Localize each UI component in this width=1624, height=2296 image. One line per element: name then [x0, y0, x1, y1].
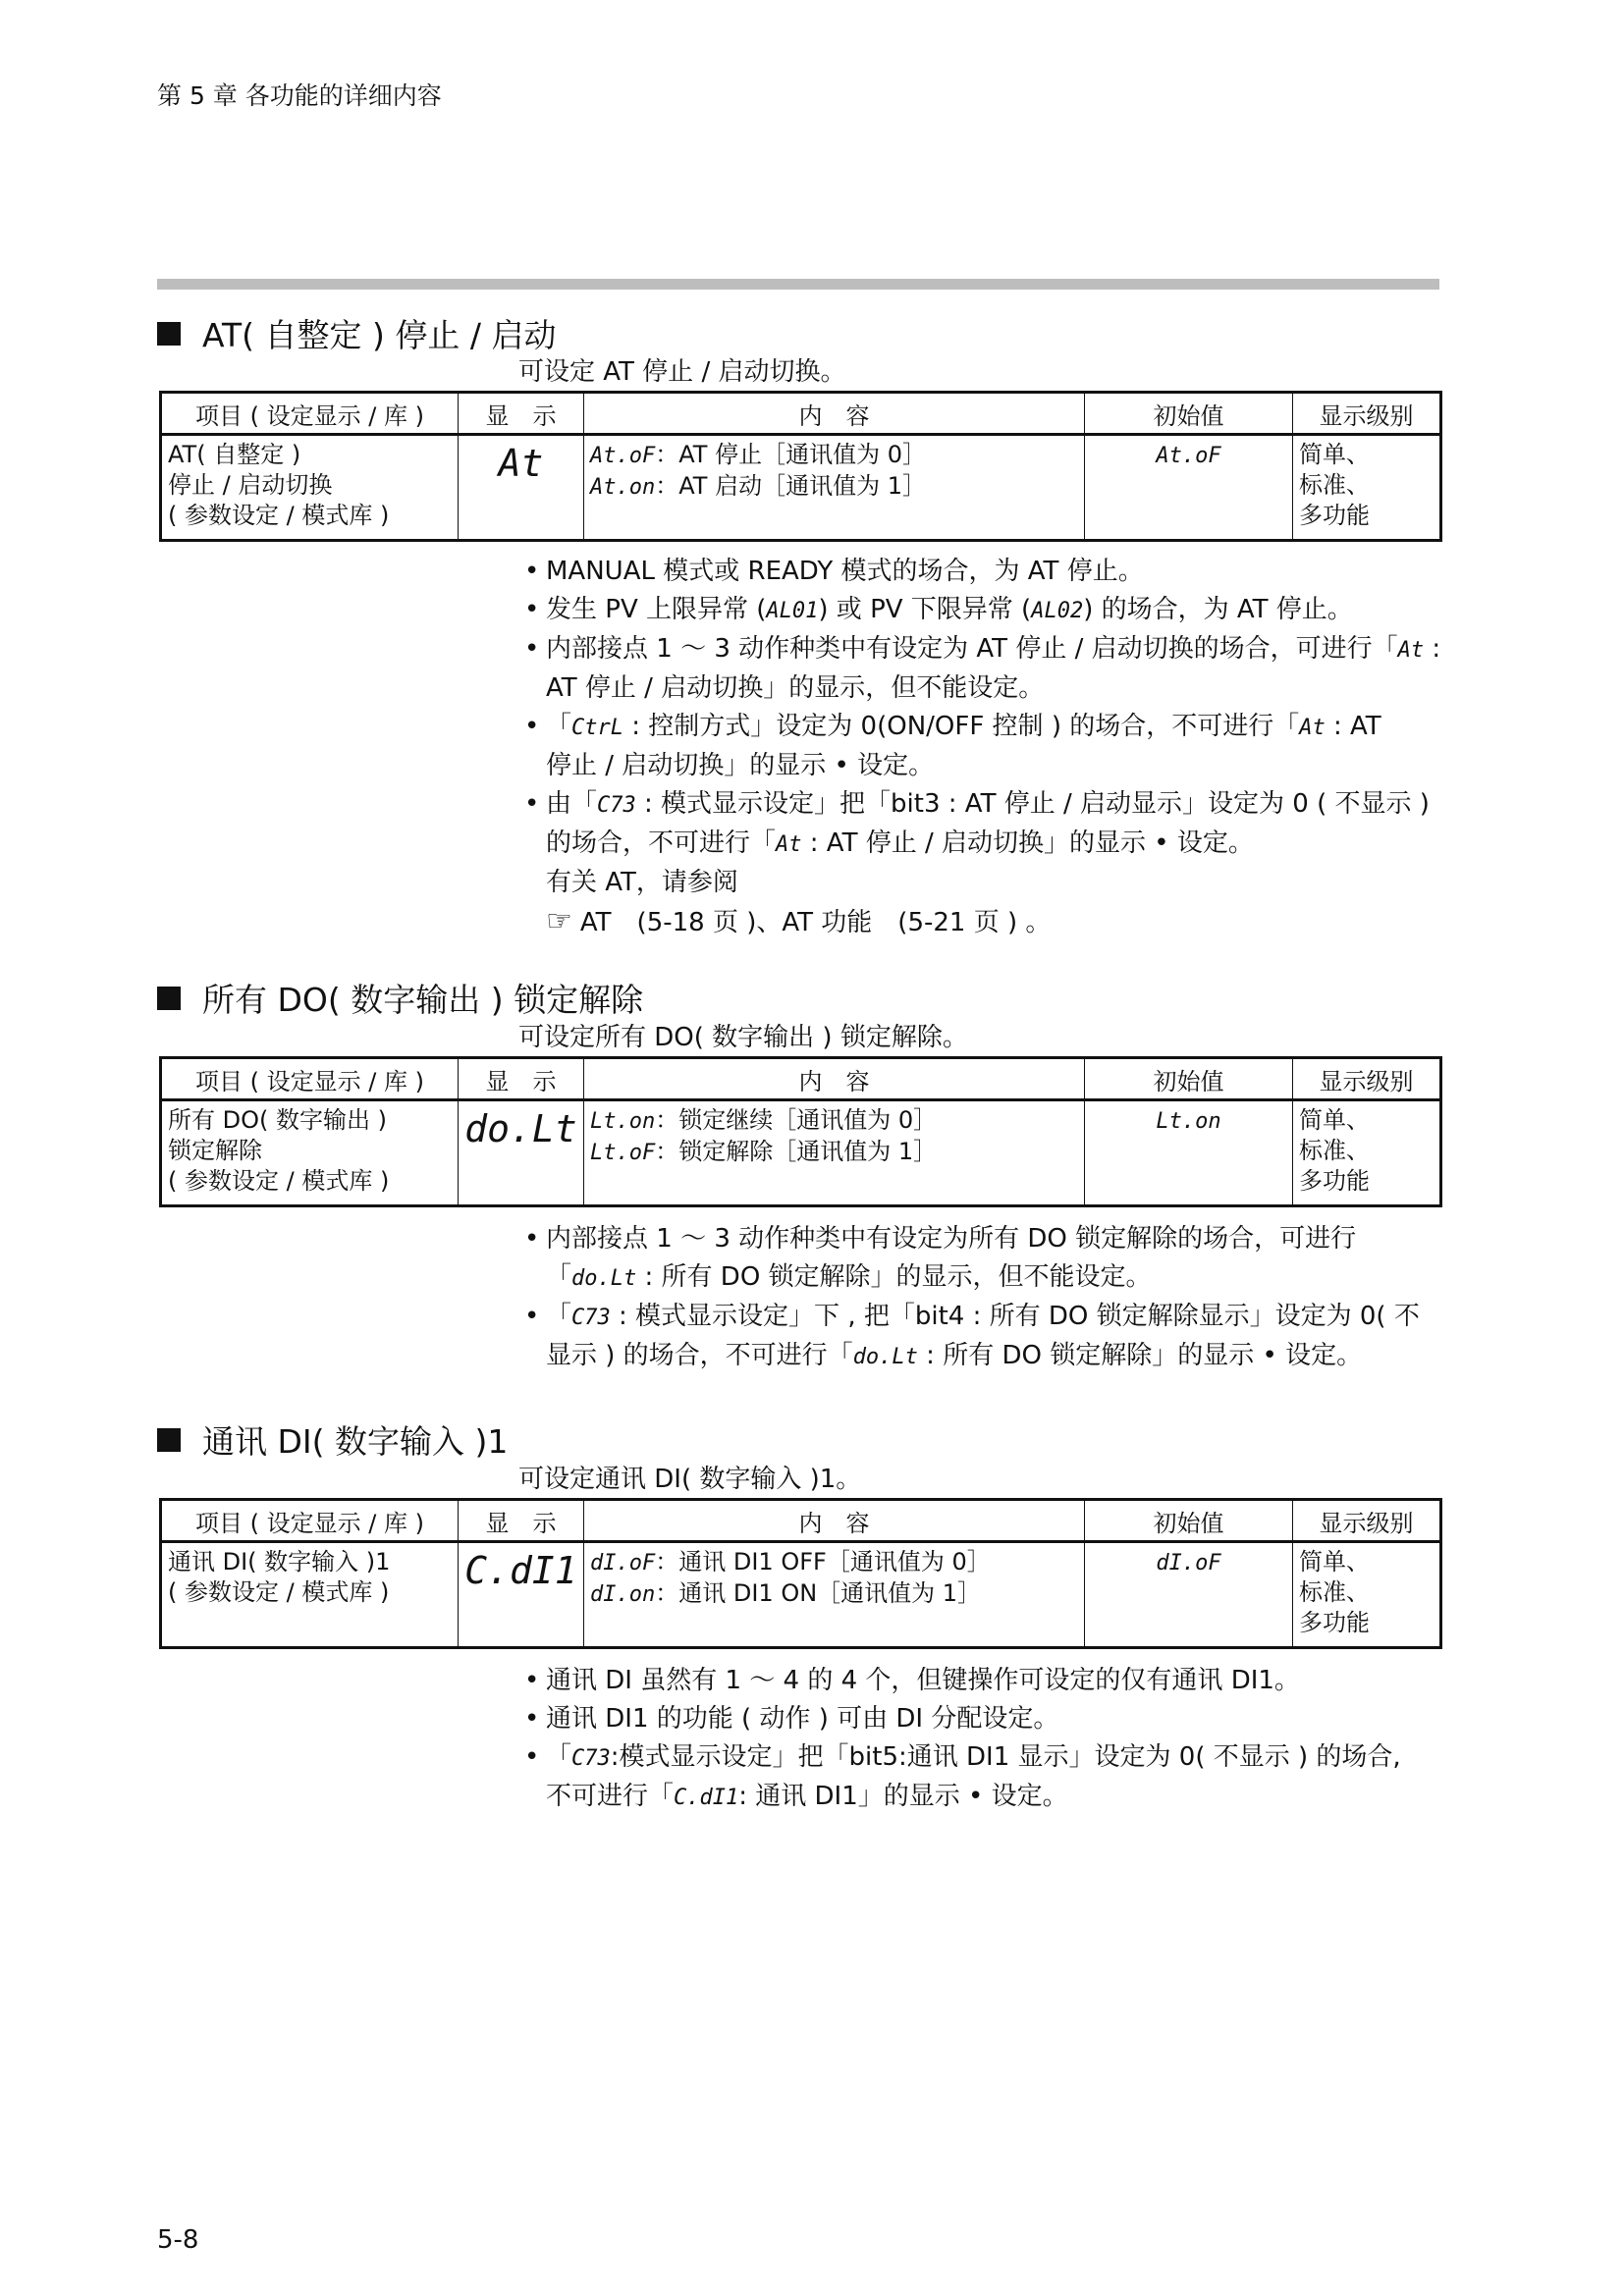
note-text: 内部接点 1 ～ 3 动作种类中有设定为所有 DO 锁定解除的场合，可进行	[546, 1224, 1357, 1254]
notes-at	[520, 553, 1443, 942]
note-item	[520, 785, 1443, 825]
inline-code: AL02	[1031, 599, 1084, 623]
note-text: ) 的场合，为 AT 停止。	[1083, 595, 1353, 624]
table-header-row	[161, 1500, 1441, 1542]
col-header-level: 显示级别	[1293, 1500, 1441, 1542]
col-header-level: 显示级别	[1293, 393, 1441, 435]
level-line: 多功能	[1299, 502, 1370, 529]
note-text: :	[1424, 634, 1441, 664]
item-cell	[161, 1100, 459, 1206]
item-line: 所有 DO( 数字输出 )	[168, 1106, 387, 1134]
inline-code: At	[776, 832, 802, 857]
note-text: 显示 ) 的场合，不可进行「	[546, 1341, 853, 1370]
section-title-text: AT( 自整定 ) 停止 / 启动	[202, 316, 557, 354]
section-title-text: 通讯 DI( 数字输入 )1	[202, 1422, 509, 1461]
content-cell	[584, 435, 1085, 541]
square-bullet-icon	[157, 1428, 181, 1452]
note-text: 「	[546, 1742, 572, 1772]
note-text: 由「	[546, 789, 598, 819]
level-line: 多功能	[1299, 1609, 1370, 1636]
col-header-item: 项目 ( 设定显示 / 库 )	[161, 393, 459, 435]
setting-code: Lt.on	[590, 1109, 656, 1134]
note-item	[520, 1700, 1443, 1738]
spec-table-at	[159, 391, 1442, 542]
section-intro: 可设定 AT 停止 / 启动切换。	[518, 357, 846, 387]
setting-desc: ：通讯 DI1 OFF［通讯值为 0］	[655, 1548, 991, 1575]
section-title-di	[157, 1416, 508, 1463]
item-line: 停止 / 启动切换	[168, 471, 333, 499]
pointing-hand-icon: ☞	[546, 904, 572, 938]
square-bullet-icon	[157, 987, 181, 1010]
inline-code: At	[1299, 716, 1326, 740]
inline-code: do.Lt	[852, 1345, 918, 1369]
table-header-row	[161, 1058, 1441, 1100]
content-cell	[584, 1542, 1085, 1648]
item-cell	[161, 1542, 459, 1648]
note-continued	[520, 825, 1443, 864]
note-text: 「	[546, 1302, 572, 1331]
level-line: 标准、	[1299, 1578, 1370, 1606]
initial-code: At.oF	[1156, 444, 1221, 468]
note-text: 不可进行「	[546, 1782, 675, 1811]
col-header-initial: 初始值	[1085, 393, 1293, 435]
note-item	[520, 553, 1443, 591]
display-code: C.dI1	[459, 1542, 584, 1648]
section-intro: 可设定所有 DO( 数字输出 ) 锁定解除。	[518, 1023, 968, 1052]
note-text: ) 或 PV 下限异常 (	[818, 595, 1032, 624]
spec-table-do	[159, 1056, 1442, 1207]
level-cell	[1293, 1100, 1441, 1206]
page-number: 5-8	[157, 2225, 199, 2255]
display-code: do.Lt	[459, 1100, 584, 1206]
note-continued: 停止 / 启动切换」的显示 • 设定。	[546, 751, 935, 780]
item-line: ( 参数设定 / 模式库 )	[168, 1167, 390, 1195]
note-text: : 通讯 DI1」的显示 • 设定。	[738, 1782, 1068, 1811]
note-continued	[520, 1337, 1443, 1376]
inline-code: C.dI1	[674, 1786, 739, 1810]
note-continued	[520, 1778, 1443, 1817]
inline-code: At	[1397, 638, 1425, 663]
setting-desc: ：锁定继续［通讯值为 0］	[655, 1106, 938, 1134]
setting-code: At.on	[590, 475, 656, 500]
note-item	[520, 1738, 1443, 1778]
setting-code: dI.on	[590, 1582, 656, 1607]
col-header-content: 内 容	[584, 1500, 1085, 1542]
level-line: 标准、	[1299, 1137, 1370, 1164]
note-text: : 控制方式」设定为 0(ON/OFF 控制 ) 的场合，不可进行「	[623, 712, 1300, 741]
col-header-content: 内 容	[584, 1058, 1085, 1100]
level-cell	[1293, 1542, 1441, 1648]
note-text: : AT	[1325, 712, 1381, 741]
setting-code: dI.oF	[590, 1551, 656, 1575]
note-item	[520, 630, 1443, 669]
level-line: 简单、	[1299, 1106, 1370, 1134]
note-text: : AT 停止 / 启动切换」的显示 • 设定。	[801, 828, 1254, 858]
content-cell	[584, 1100, 1085, 1206]
table-row	[161, 1100, 1441, 1206]
note-text: 「	[546, 712, 572, 741]
section-title-at	[157, 310, 557, 356]
note-continued: AT 停止 / 启动切换」的显示，但不能设定。	[546, 673, 1045, 703]
initial-value	[1085, 1100, 1293, 1206]
col-header-display: 显 示	[459, 393, 584, 435]
note-item	[520, 1220, 1443, 1258]
reference-intro: 有关 AT，请参阅	[546, 868, 738, 897]
item-line: ( 参数设定 / 模式库 )	[168, 502, 390, 529]
col-header-item: 项目 ( 设定显示 / 库 )	[161, 1500, 459, 1542]
col-header-initial: 初始值	[1085, 1058, 1293, 1100]
initial-code: dI.oF	[1156, 1551, 1221, 1575]
initial-value	[1085, 1542, 1293, 1648]
note-text: 「	[546, 1262, 572, 1292]
note-text: 通讯 DI 虽然有 1 ～ 4 的 4 个，但键操作可设定的仅有通讯 DI1。	[546, 1666, 1300, 1695]
display-code: At	[459, 435, 584, 541]
note-item	[520, 591, 1443, 630]
note-text: 的场合，不可进行「	[546, 828, 777, 858]
note-text: 通讯 DI1 的功能 ( 动作 ) 可由 DI 分配设定。	[546, 1704, 1059, 1734]
inline-code: CtrL	[571, 716, 623, 740]
level-line: 多功能	[1299, 1167, 1370, 1195]
note-text: 内部接点 1 ～ 3 动作种类中有设定为 AT 停止 / 启动切换的场合，可进行「	[546, 634, 1398, 664]
col-header-initial: 初始值	[1085, 1500, 1293, 1542]
level-cell	[1293, 435, 1441, 541]
item-cell	[161, 435, 459, 541]
col-header-level: 显示级别	[1293, 1058, 1441, 1100]
note-text: : 所有 DO 锁定解除」的显示，但不能设定。	[636, 1262, 1152, 1292]
inline-code: C73	[571, 1306, 611, 1330]
item-line: 通讯 DI( 数字输入 )1	[168, 1548, 391, 1575]
initial-code: Lt.on	[1156, 1109, 1221, 1134]
setting-desc: ：通讯 DI1 ON［通讯值为 1］	[655, 1579, 982, 1607]
note-continued	[520, 1258, 1443, 1298]
section-divider	[157, 279, 1439, 290]
note-text: : 模式显示设定」下 , 把「bit4 : 所有 DO 锁定解除显示」设定为 0( 不	[610, 1302, 1420, 1331]
setting-code: At.oF	[590, 444, 656, 468]
note-text: MANUAL 模式或 READY 模式的场合，为 AT 停止。	[546, 557, 1144, 586]
setting-desc: ：锁定解除［通讯值为 1］	[655, 1138, 938, 1165]
level-line: 标准、	[1299, 471, 1370, 499]
level-line: 简单、	[1299, 1548, 1370, 1575]
reference-link[interactable]	[520, 902, 1443, 942]
col-header-display: 显 示	[459, 1058, 584, 1100]
table-header-row	[161, 393, 1441, 435]
square-bullet-icon	[157, 322, 181, 346]
note-text: : 模式显示设定」把「bit3 : AT 停止 / 启动显示」设定为 0 ( 不显示 )	[635, 789, 1430, 819]
note-item	[520, 708, 1443, 747]
setting-desc: ：AT 停止［通讯值为 0］	[655, 441, 926, 468]
table-row	[161, 435, 1441, 541]
level-line: 简单、	[1299, 441, 1370, 468]
inline-code: C73	[597, 793, 636, 818]
note-text: 发生 PV 上限异常 (	[546, 595, 767, 624]
setting-code: Lt.oF	[590, 1141, 656, 1165]
note-item	[520, 1298, 1443, 1337]
note-item	[520, 1662, 1443, 1700]
item-line: AT( 自整定 )	[168, 441, 301, 468]
col-header-display: 显 示	[459, 1500, 584, 1542]
reference-text: AT (5-18 页 )、AT 功能 (5-21 页 ) 。	[579, 908, 1052, 937]
item-line: 锁定解除	[168, 1137, 262, 1164]
section-title-do	[157, 975, 643, 1021]
notes-do	[520, 1220, 1443, 1376]
note-text: : 所有 DO 锁定解除」的显示 • 设定。	[917, 1341, 1363, 1370]
note-text: :模式显示设定」把「bit5:通讯 DI1 显示」设定为 0( 不显示 ) 的场合,	[610, 1742, 1401, 1772]
item-line: ( 参数设定 / 模式库 )	[168, 1578, 390, 1606]
chapter-header: 第 5 章 各功能的详细内容	[157, 81, 442, 110]
setting-desc: ：AT 启动［通讯值为 1］	[655, 472, 926, 500]
inline-code: do.Lt	[571, 1266, 637, 1291]
col-header-item: 项目 ( 设定显示 / 库 )	[161, 1058, 459, 1100]
notes-di	[520, 1662, 1443, 1817]
section-intro: 可设定通讯 DI( 数字输入 )1。	[518, 1465, 862, 1494]
initial-value	[1085, 435, 1293, 541]
spec-table-di	[159, 1498, 1442, 1649]
inline-code: C73	[571, 1746, 611, 1771]
inline-code: AL01	[766, 599, 819, 623]
col-header-content: 内 容	[584, 393, 1085, 435]
table-row	[161, 1542, 1441, 1648]
section-title-text: 所有 DO( 数字输出 ) 锁定解除	[202, 981, 644, 1019]
